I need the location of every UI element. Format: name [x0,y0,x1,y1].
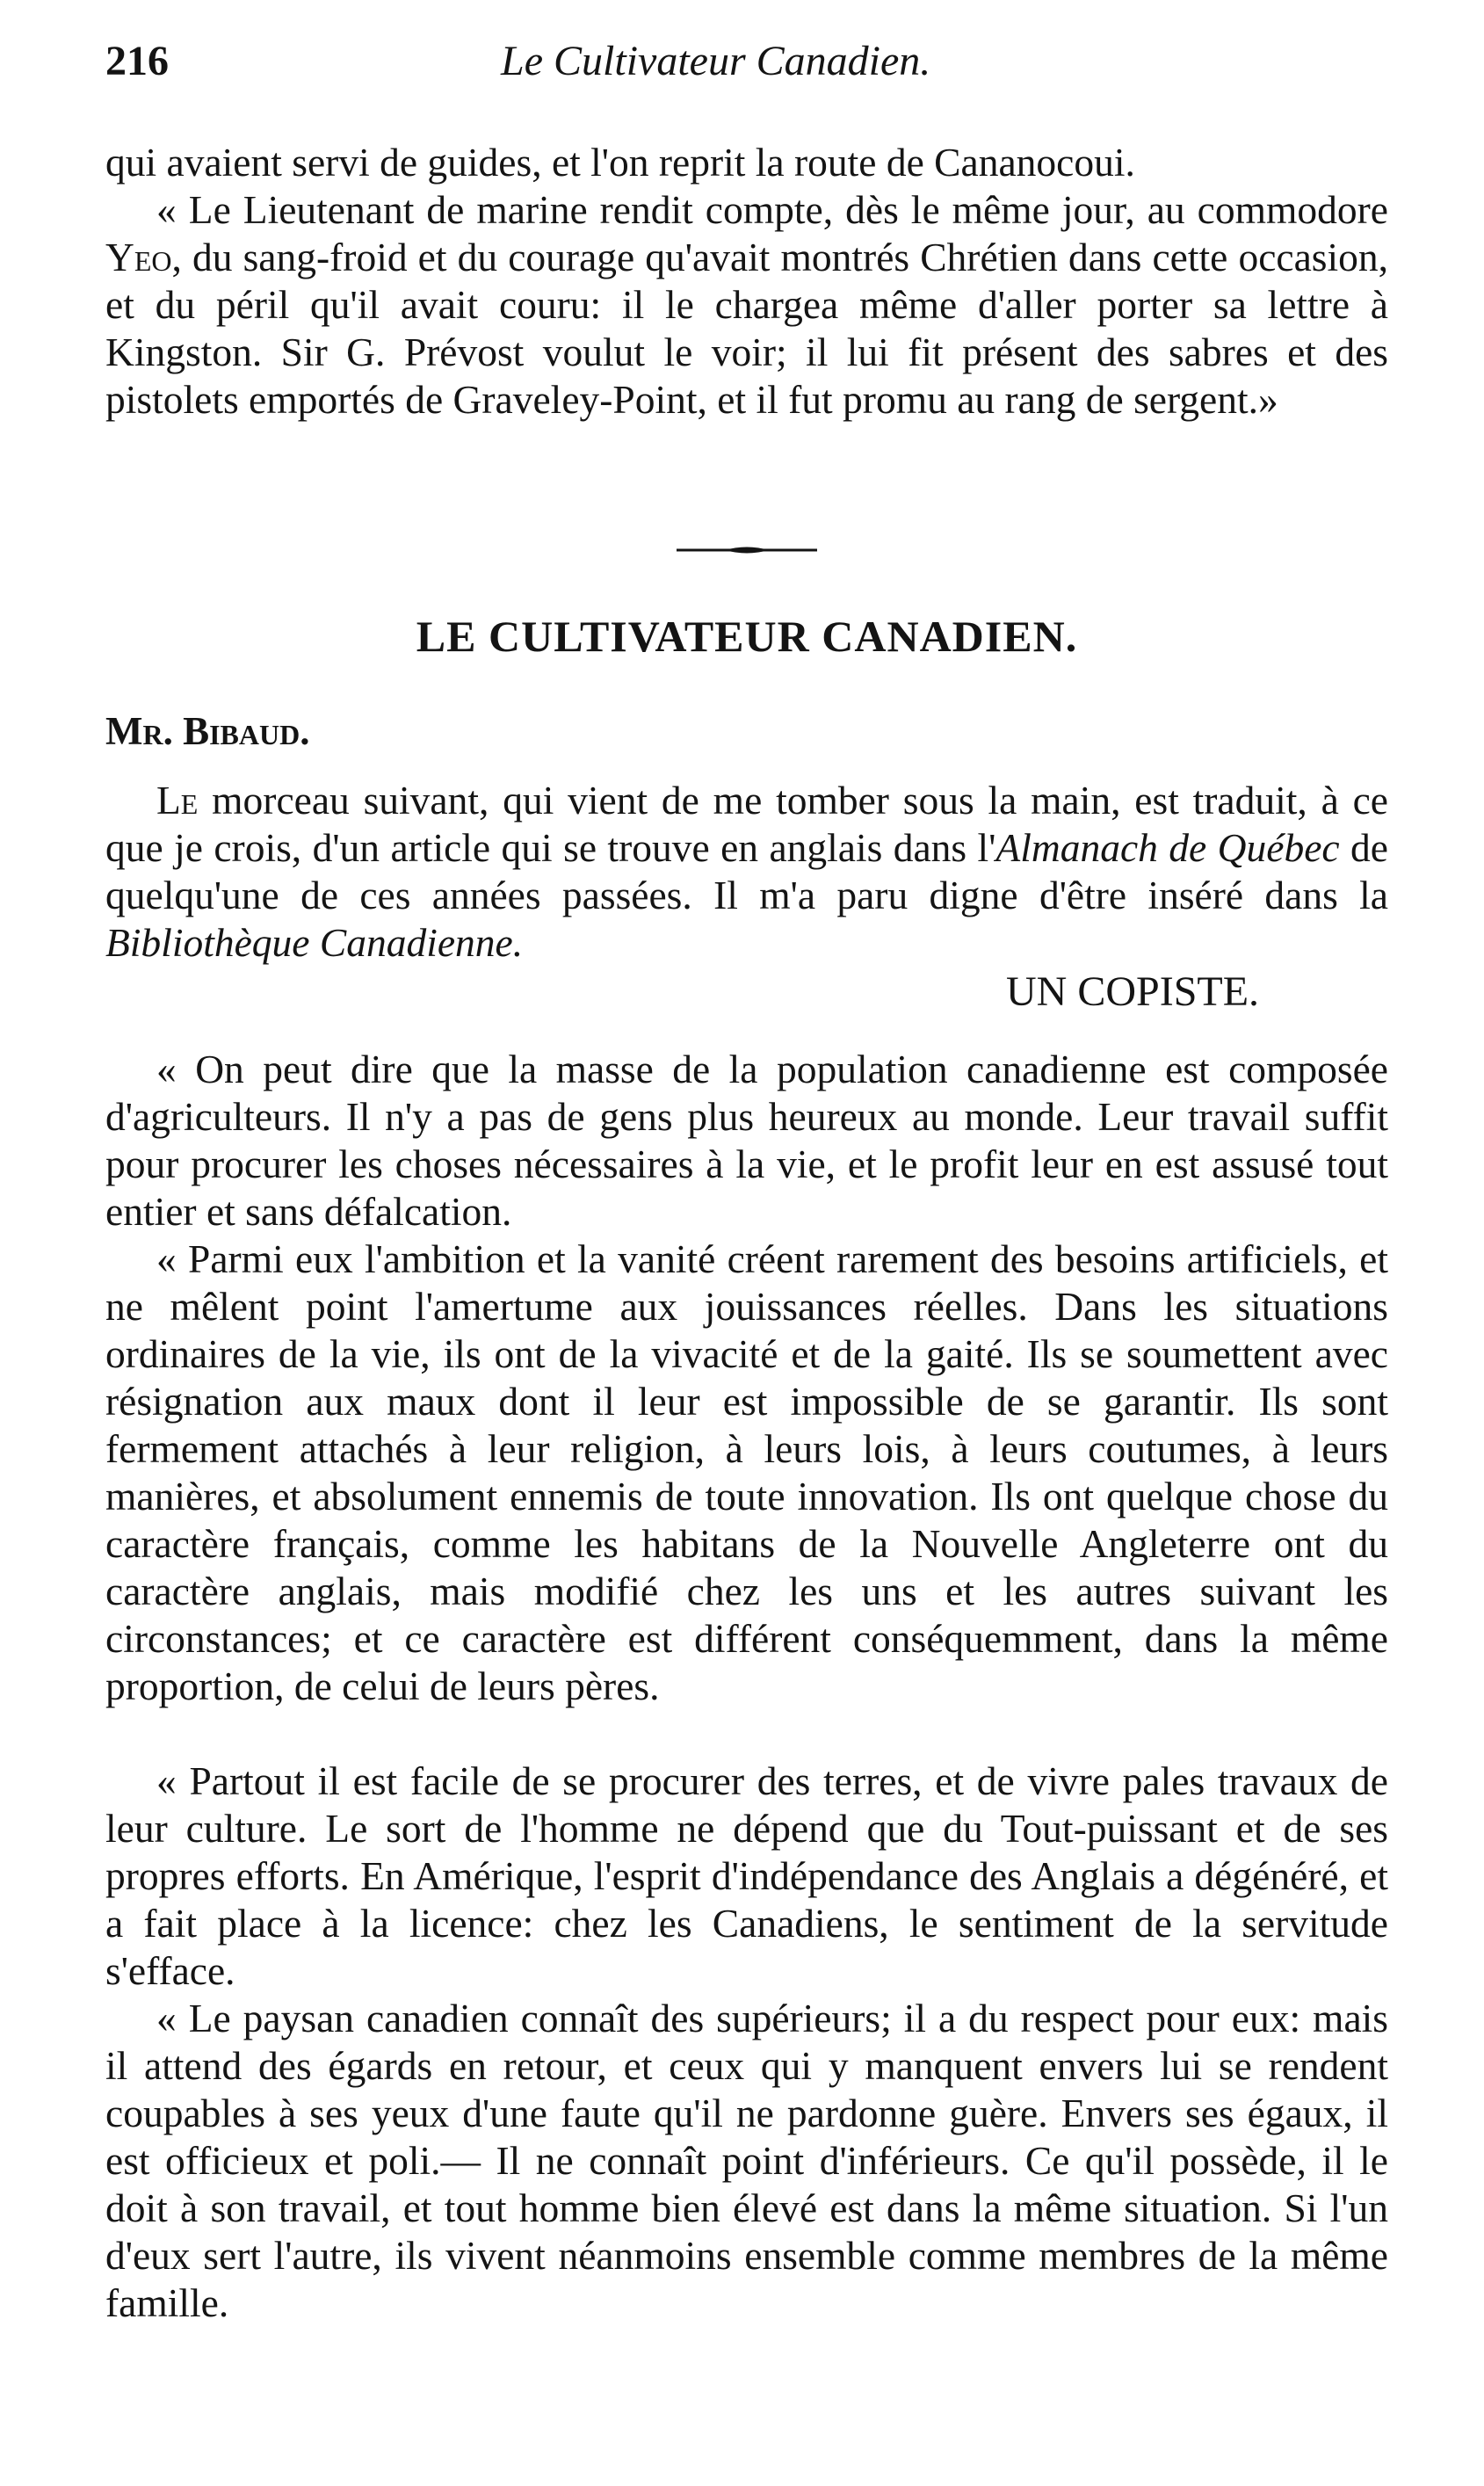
running-title: Le Cultivateur Canadien. [501,38,931,84]
page-header [105,37,1379,98]
lieutenant-text-end: , du sang-froid et du courage qu'avait montrés Chrétien dans cette occasion, et du péril qu'il avait couru: il le chargea même d'aller porter sa lettre à Kingston. Sir G. Prévost voulut le voir; il lui fit présent des sabres et des pistolets emportés de Graveley-Point, et il fut promu au rang de sergent.» [105,235,1388,422]
article-paragraph-1: « On peut dire que la masse de la population canadienne est composée d'agriculteurs. Il n'y a pas de gens plus heureux au monde. Leur travail suffit pour procurer les choses nécessaires à la vie, et le profit leur en est assusé tout entier et sans défalcation. [105,1047,1388,1234]
section-title: LE CULTIVATEUR CANADIEN. [416,612,1078,661]
article-paragraph-4: « Le paysan canadien connaît des supérieurs; il a du respect pour eux: mais il attend des égards en retour, et ceux qui y manquent envers lui se rendent coupables à ses yeux d'une faute qu'il ne pardonne guère. Envers ses égaux, il est officieux et poli.— Il ne connaît point d'inférieurs. Ce qu'il possède, il le doit à son travail, et tout homme bien élevé est dans la même situation. Si l'un d'eux sert l'autre, ils vivent néanmoins ensemble comme membres de la même famille. [105,1996,1388,2325]
intro-paragraph [105,777,1388,967]
lieutenant-text-start: « Le Lieutenant de marine rendit compte, dès le même jour, au commodore [156,187,1388,232]
continued-line: qui avaient servi de guides, et l'on reprit la route de Cananocoui. [105,140,1135,185]
intro-text-a: morceau suivant, qui vient de me tomber sous la main, est traduit, à ce que je crois, d'un article qui se trouve en anglais dans l' [105,778,1388,870]
commodore-name: Yeo [105,235,172,279]
article-paragraph-3: « Partout il est facile de se procurer des terres, et de vivre pales travaux de leur culture. Le sort de l'homme ne dépend que du Tout-puissant et de ses propres efforts. En Amérique, l'esprit d'indépendance des Anglais a dégénéré, et a fait place à la licence: chez les Canadiens, le sentiment de la servitude s'efface. [105,1758,1388,1993]
almanach-title: Almanach de Québec [995,825,1340,870]
signature: UN COPISTE. [1006,968,1260,1015]
article-paragraph-2: « Parmi eux l'ambition et la vanité créent rarement des besoins artificiels, et ne mêlent point l'amertume aux jouissances réelles. Dans les situations ordinaires de la vie, ils ont de la vivacité et de la gaité. Ils se soumettent avec résignation aux maux dont il leur est impossible de se garantir. Ils sont fermement attachés à leur religion, à leurs lois, à leurs coutumes, à leurs manières, et absolument ennemis de toute innovation. Ils ont quelque chose du caractère français, comme les habitans de la Nouvelle Angleterre ont du caractère anglais, mais modifié chez les uns et les autres suivant les circonstances; et ce caractère est différent conséquemment, dans la même proportion, de celui de leurs pères. [105,1236,1388,1708]
lieutenant-paragraph [105,186,1388,424]
intro-text-b: de quelqu'une de ces années passées. Il m'a paru digne d'être inséré dans la [105,825,1388,917]
page-number: 216 [105,38,169,84]
bibliotheque-title: Bibliothèque Canadienne. [105,920,524,965]
intro-first-word: Le [156,778,199,823]
continued-paragraph [105,139,1388,186]
ornamental-rule [677,543,817,557]
salutation: Mr. Bibaud. [105,709,310,753]
